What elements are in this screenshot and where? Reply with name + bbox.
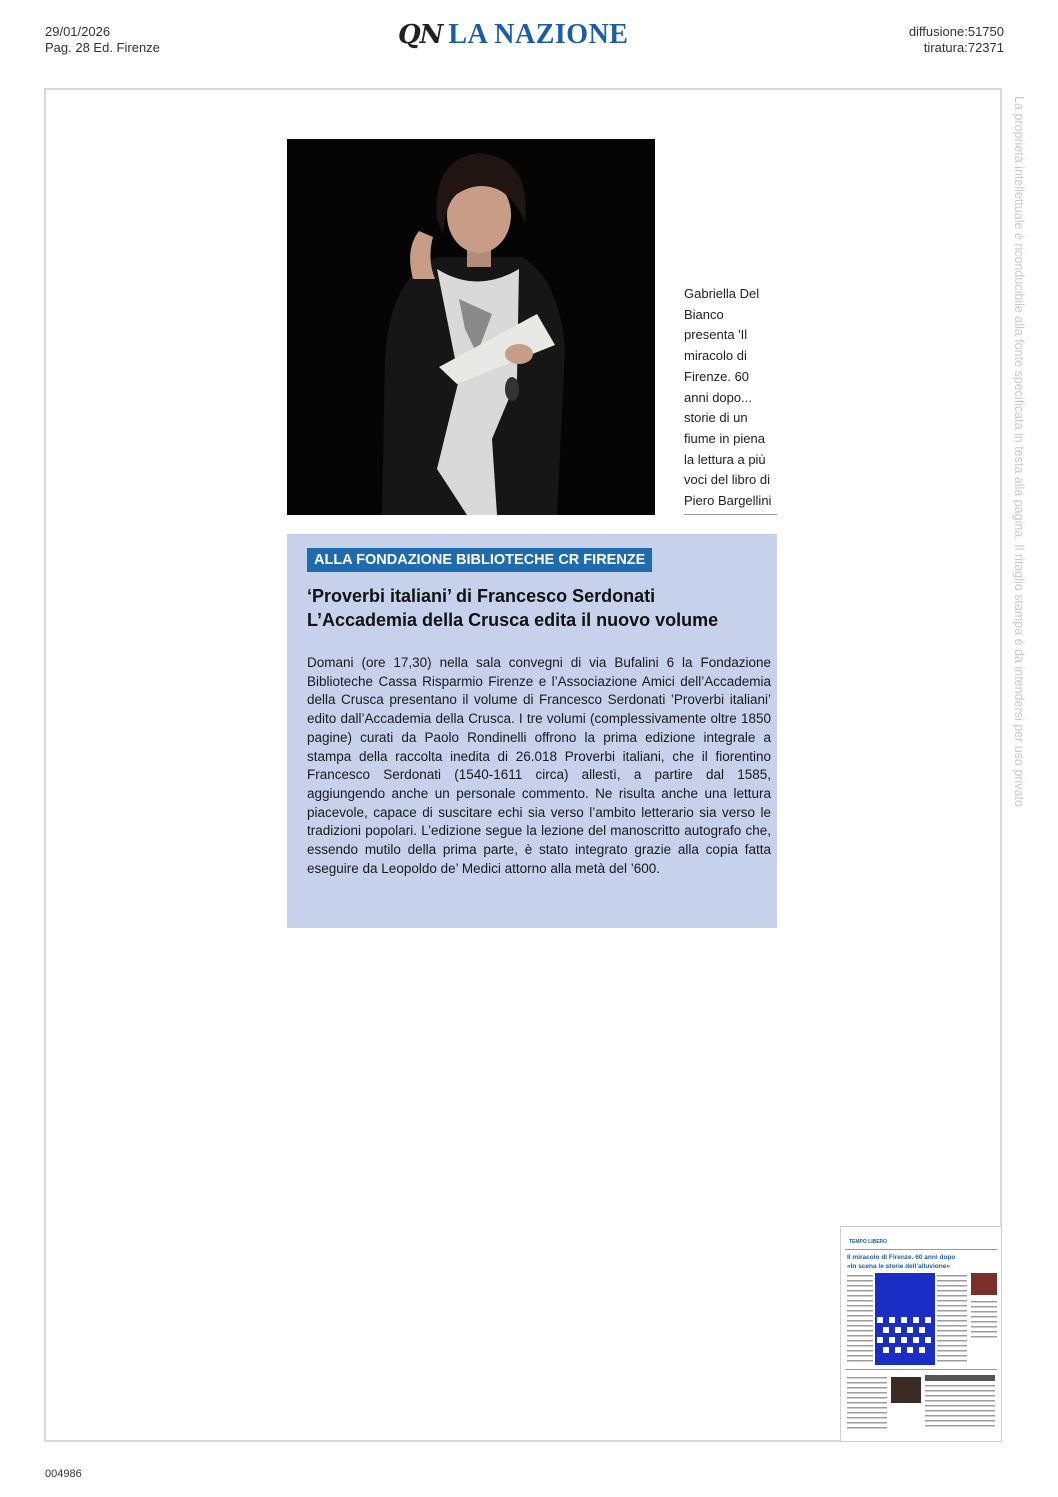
caption-line: Firenze. 60 [684,368,750,384]
header-right [909,24,1004,56]
caption-line: Gabriella Del [684,286,760,301]
issue-date: 29/01/2026 [45,24,111,39]
headline-line-1: ‘Proverbi italiani’ di Francesco Serdonati [307,586,656,606]
article-kicker: ALLA FONDAZIONE BIBLIOTECHE CR FIRENZE [307,548,652,572]
copyright-side-note: La proprietà intellettuale è riconducibile alla fonte specificata in testa alla pagina. Il ritaglio stampa è da intendersi per uso privato [1012,96,1026,807]
logo-qn: QN [398,20,443,50]
article-headline [307,584,767,632]
thumb-headline-1: Il miracolo di Firenze. 60 anni dopo [847,1254,956,1261]
caption-line: miracolo di [684,348,747,364]
caption-line: presenta 'Il [684,327,748,343]
page-info: Pag. 28 Ed. Firenze [45,40,160,55]
caption-line: Piero Bargellini [684,493,772,509]
caption-line: storie di un [684,410,748,426]
logo-name: LA NAZIONE [448,19,629,50]
headline-line-2: L’Accademia della Crusca edita il nuovo volume [307,610,719,630]
newspaper-logo [398,18,628,52]
caption-line: la lettura a più [684,451,766,467]
diffusione: diffusione:51750 [908,24,1004,39]
article-photo [287,139,655,515]
page-thumbnail-graphic [841,1227,1001,1441]
caption-line: Bianco [684,306,724,322]
tiratura: tiratura:72371 [923,40,1004,55]
article-box [287,534,777,928]
header-left [45,24,160,56]
page-thumbnail [840,1226,1002,1442]
article-body: Domani (ore 17,30) nella sala convegni di via Bufalini 6 la Fondazione Biblioteche Cassa Risparmio Firenze e l’Associazione Amici dell’Accademia della Crusca presentano il volume di Francesco Serdonati ’Proverbi italiani’ edito dall’Accademia della Crusca. I tre volumi (complessivamente oltre 1850 pagine) curati da Paolo Rondinelli offrono la prima edizione integrale a stampa della raccolta inedita di 26.018 Proverbi italiani, che il fiorentino Francesco Serdonati (1540-1611 circa) allestì, a partire dal 1585, aggiungendo anche un personale commento. Ne risulta anche una lettura piacevole, capace di suscitare echi sia verso l’ambito letterario sia verso le tradizioni popolari. L’edizione segue la lezione del manoscritto autografo che, essendo mutilo della prima parte, è stato integrato grazie alla copia fatta eseguire da Leopoldo de’ Medici attorno alla metà del ’600. [307,655,771,876]
caption-line: anni dopo... [684,389,752,405]
thumb-headline-2: «In scena le storie dell’alluvione» [847,1263,950,1270]
caption-line: voci del libro di [684,472,770,488]
photo-caption [684,284,777,515]
caption-line: fiume in piena [684,430,765,446]
thumb-section: TEMPO LIBERO [849,1239,888,1245]
document-code: 004986 [45,1468,82,1480]
speaker-photo-illustration [287,139,655,515]
